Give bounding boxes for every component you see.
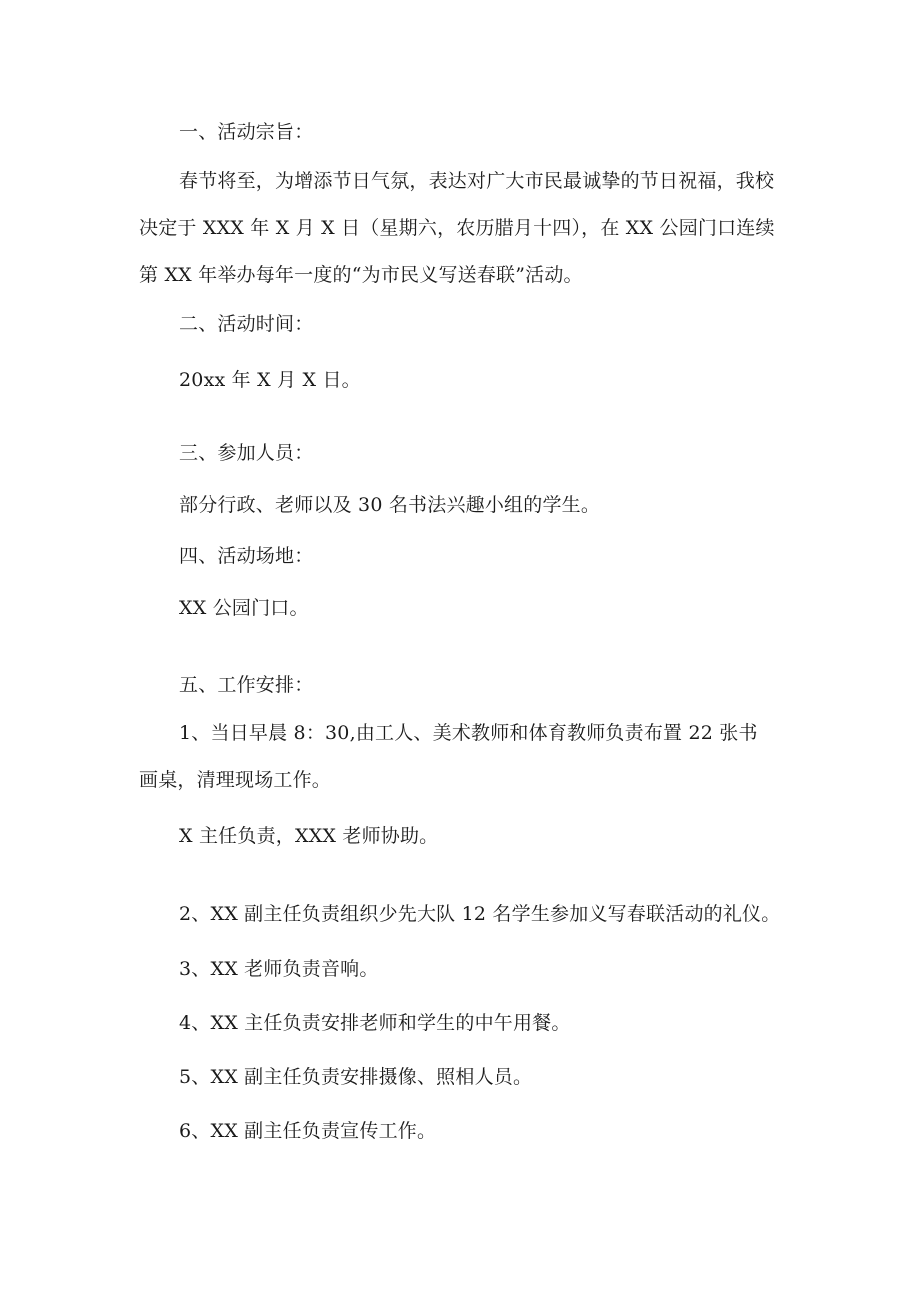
- time-paragraph: 20xx 年 X 月 X 日。: [179, 369, 361, 391]
- arrangement-item-1-line-1: 1、当日早晨 8：30,由工人、美术教师和体育教师负责布置 22 张书: [179, 722, 758, 744]
- arrangement-item-5: 5、XX 副主任负责安排摄像、照相人员。: [179, 1066, 533, 1088]
- participants-paragraph: 部分行政、老师以及 30 名书法兴趣小组的学生。: [179, 494, 601, 516]
- section-heading-time: 二、活动时间：: [179, 313, 314, 335]
- section-heading-venue: 四、活动场地：: [179, 545, 314, 567]
- arrangement-item-3: 3、XX 老师负责音响。: [179, 958, 379, 980]
- arrangement-item-1-line-2: 画桌，清理现场工作。: [139, 769, 332, 791]
- venue-paragraph: XX 公园门口。: [179, 597, 309, 619]
- purpose-paragraph-line-3: 第 XX 年举办每年一度的“为市民义写送春联”活动。: [139, 264, 583, 286]
- arrangement-item-1-note: X 主任负责，XXX 老师协助。: [179, 825, 439, 847]
- arrangement-item-2: 2、XX 副主任负责组织少先大队 12 名学生参加义写春联活动的礼仪。: [179, 903, 781, 925]
- section-heading-arrangements: 五、工作安排：: [179, 674, 314, 696]
- arrangement-item-4: 4、XX 主任负责安排老师和学生的中午用餐。: [179, 1012, 571, 1034]
- section-heading-purpose: 一、活动宗旨：: [179, 121, 314, 143]
- purpose-paragraph-line-1: 春节将至，为增添节日气氛，表达对广大市民最诚挚的节日祝福，我校: [179, 170, 775, 192]
- section-heading-participants: 三、参加人员：: [179, 442, 314, 464]
- purpose-paragraph-line-2: 决定于 XXX 年 X 月 X 日（星期六，农历腊月十四），在 XX 公园门口连续: [139, 217, 775, 239]
- arrangement-item-6: 6、XX 副主任负责宣传工作。: [179, 1120, 437, 1142]
